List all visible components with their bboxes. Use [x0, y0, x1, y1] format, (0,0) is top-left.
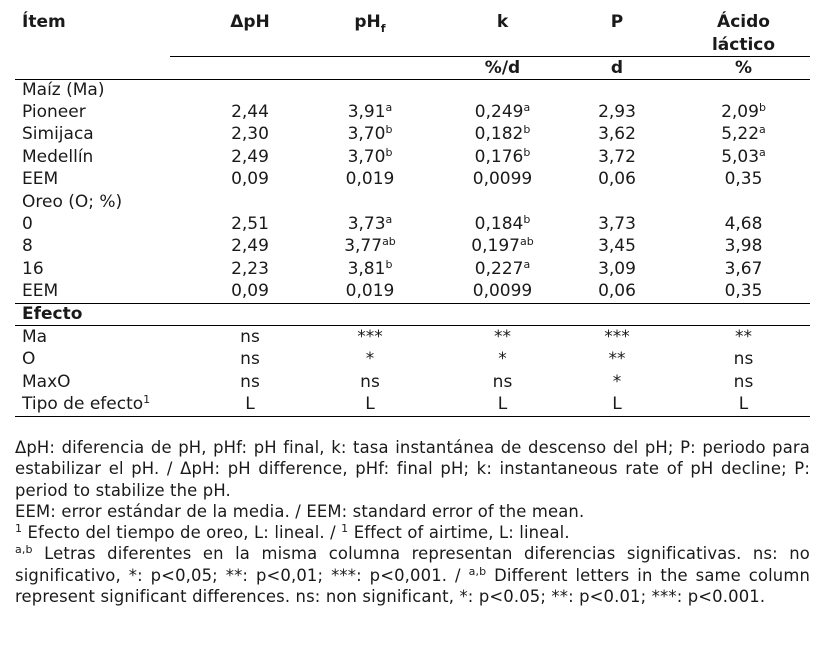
table-row: [15, 146, 810, 168]
cell-delta-ph: 2,49: [231, 236, 269, 257]
row-label: 0: [22, 214, 33, 234]
cell-ph-final: L: [365, 394, 375, 415]
cell-p: ***: [604, 327, 630, 347]
cell-ph-final: 0,019: [345, 281, 395, 302]
cell-lactic-acid: 0,35: [724, 169, 763, 190]
effect-row: [15, 326, 810, 348]
cell-p: *: [612, 371, 622, 392]
cell-delta-ph: 2,23: [231, 258, 269, 279]
section-title: Oreo (O; %): [22, 192, 123, 212]
cell-delta-ph: 0,09: [231, 169, 269, 190]
effect-label: Ma: [22, 327, 48, 347]
cell-delta-ph: 2,49: [231, 146, 269, 167]
header-lactic-acid-line1: Ácido: [717, 12, 770, 32]
row-label: Simijaca: [22, 124, 94, 145]
header-delta-ph: ΔpH: [230, 12, 270, 32]
cell-delta-ph: 2,51: [231, 214, 269, 234]
cell-delta-ph: ns: [240, 371, 260, 392]
table-row: [15, 258, 810, 280]
table-row: [15, 168, 810, 190]
effect-row: [15, 393, 810, 415]
cell-k: **: [494, 327, 511, 347]
cell-k: 0,176$^b$: [474, 145, 531, 167]
cell-lactic-acid: L: [738, 394, 749, 415]
row-label: 16: [22, 258, 44, 279]
footnote-significance: $^{a,b}$ Letras diferentes en la misma columna representan diferencias significativas. ns: no significativo, *: p<0,05; **: p<0,01; ***: p<0,001. / $^{a,b}$ Different letters in the same column represent significant differences. ns: non significant, *: p<0.05; **: p<0.01; ***: p<0.001.: [15, 543, 810, 607]
cell-ph-final: 3,91$^a$: [347, 101, 393, 122]
cell-lactic-acid: ns: [733, 371, 754, 392]
cell-delta-ph: 0,09: [231, 281, 269, 302]
table-row: [15, 280, 810, 302]
cell-ph-final: 3,70$^b$: [347, 123, 393, 145]
row-label: Pioneer: [22, 102, 86, 122]
cell-p: 3,73: [598, 214, 636, 234]
cell-lactic-acid: 3,98: [724, 236, 763, 257]
table-row: [15, 235, 810, 257]
table-row: [15, 101, 810, 123]
cell-delta-ph: ns: [240, 349, 260, 370]
header-p: P: [610, 12, 624, 32]
effect-row: [15, 348, 810, 370]
cell-ph-final: *: [365, 349, 375, 370]
cell-delta-ph: L: [245, 394, 255, 415]
cell-lactic-acid: ns: [733, 349, 754, 370]
effects-title-row: [15, 303, 810, 325]
footnote-abbreviations: ΔpH: diferencia de pH, pHf: pH final, k: tasa instantánea de descenso del pH; P: periodo para estabilizar el pH. / ΔpH: pH difference, pHf: final pH; k: instantaneous rate of pH decline; P: period to stabilize the pH.: [15, 438, 810, 500]
cell-delta-ph: 2,30: [231, 124, 269, 145]
cell-delta-ph: 2,44: [231, 102, 269, 122]
table-row: [15, 213, 810, 235]
unit-p: d: [610, 58, 624, 78]
cell-p: 0,06: [598, 281, 636, 302]
cell-ph-final: 3,77$^{ab}$: [344, 235, 396, 257]
header-row: [15, 11, 810, 33]
cell-k: 0,197$^{ab}$: [471, 235, 534, 257]
cell-ph-final: ***: [357, 327, 383, 347]
header-lactic-acid-line2: láctico: [711, 35, 776, 55]
cell-lactic-acid: 3,67: [724, 258, 763, 279]
header-row-2: [15, 34, 810, 56]
table-footnotes: [15, 437, 810, 607]
cell-ph-final: 3,73$^a$: [347, 213, 393, 234]
row-label: EEM: [22, 281, 59, 302]
cell-p: **: [608, 349, 626, 370]
cell-k: *: [498, 349, 507, 370]
unit-lactic-acid: %: [734, 58, 753, 78]
cell-lactic-acid: **: [735, 327, 752, 347]
effect-label: Tipo de efecto$^1$: [22, 393, 151, 415]
cell-p: 3,72: [598, 146, 636, 167]
cell-p: 3,09: [598, 258, 636, 279]
row-label: Medellín: [22, 146, 94, 167]
section-title: Maíz (Ma): [22, 80, 105, 100]
cell-p: L: [612, 394, 622, 415]
cell-k: 0,182$^b$: [474, 123, 531, 145]
cell-k: 0,0099: [472, 169, 533, 190]
effect-label: O: [22, 349, 36, 370]
footnote-eem: EEM: error estándar de la media. / EEM: standard error of the mean.: [15, 501, 585, 521]
cell-delta-ph: ns: [240, 327, 260, 347]
cell-k: L: [497, 394, 508, 415]
row-label: 8: [22, 236, 33, 257]
cell-lactic-acid: 0,35: [724, 281, 763, 302]
effects-title: Efecto: [22, 304, 83, 324]
cell-ph-final: ns: [360, 371, 380, 392]
effect-row: [15, 371, 810, 393]
cell-k: 0,184$^b$: [474, 213, 531, 234]
cell-p: 0,06: [598, 169, 636, 190]
table-row: [15, 123, 810, 145]
header-item: Ítem: [22, 12, 66, 32]
cell-ph-final: 0,019: [345, 169, 395, 190]
cell-k: 0,227$^a$: [474, 257, 531, 279]
effect-label: MaxO: [22, 371, 71, 392]
cell-k: 0,0099: [472, 281, 533, 302]
header-ph-final: $pH_f$: [354, 12, 386, 35]
cell-p: 2,93: [598, 102, 636, 122]
units-row: [15, 57, 810, 79]
cell-lactic-acid: 5,03$^a$: [721, 145, 766, 167]
cell-p: 3,45: [598, 236, 636, 257]
cell-p: 3,62: [598, 124, 636, 145]
footnote-effect-type: $^1$ Efecto del tiempo de oreo, L: lineal. / $^1$ Effect of airtime, L: lineal.: [15, 522, 570, 543]
cell-ph-final: 3,70$^b$: [347, 145, 393, 167]
header-k: k: [496, 12, 509, 32]
row-label: EEM: [22, 169, 59, 190]
cell-lactic-acid: 4,68: [724, 214, 763, 234]
cell-ph-final: 3,81$^b$: [347, 257, 393, 279]
cell-lactic-acid: 5,22$^a$: [721, 123, 766, 145]
cell-lactic-acid: 2,09$^b$: [721, 101, 766, 122]
cell-k: 0,249$^a$: [474, 101, 531, 122]
cell-k: ns: [492, 371, 513, 392]
unit-k: %/d: [484, 58, 521, 78]
bottom-rule: [15, 416, 810, 417]
